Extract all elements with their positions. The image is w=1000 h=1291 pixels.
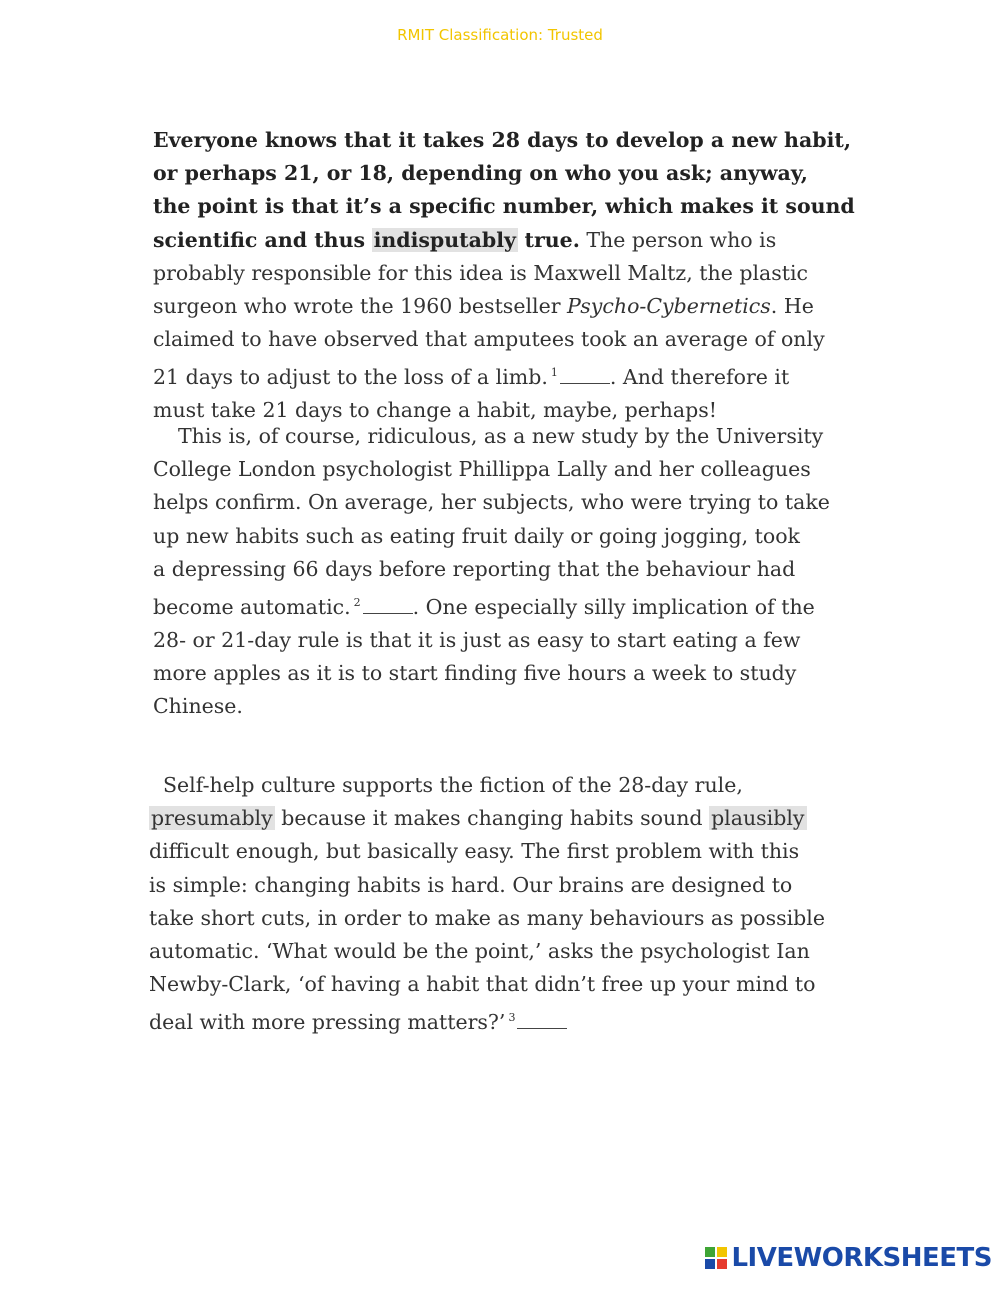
text-line: This is, of course, ridiculous, as a new study by the University	[178, 424, 824, 448]
text-line: helps confirm. On average, her subjects, who were trying to take	[153, 490, 830, 515]
text-line: more apples as it is to start finding five hours a week to study	[153, 661, 797, 686]
text-segment: . And therefore it	[609, 365, 790, 390]
text-line: Newby-Clark, ‘of having a habit that didn’t free up your mind to	[149, 972, 816, 997]
logo-text: LIVEWORKSHEETS	[731, 1243, 992, 1273]
text-line: probably responsible for this idea is Maxwell Maltz, the plastic	[153, 260, 809, 285]
blank-number: 3	[508, 1011, 516, 1025]
paragraph-2	[153, 420, 853, 724]
text-segment: deal with more pressing matters?’	[149, 1010, 506, 1035]
logo-square	[717, 1259, 727, 1269]
text-line: automatic. ‘What would be the point,’ asks the psychologist Ian	[149, 939, 810, 964]
paragraph-1	[153, 124, 853, 428]
highlighted-word: presumably	[151, 806, 273, 831]
text-segment: surgeon who wrote the 1960 bestseller	[153, 294, 561, 319]
liveworksheets-logo	[705, 1243, 992, 1273]
blank-2-input[interactable]	[363, 612, 413, 614]
logo-icon	[705, 1247, 727, 1269]
logo-square	[705, 1247, 715, 1257]
paragraph-3	[149, 769, 869, 1039]
blank-1-input[interactable]	[560, 382, 610, 384]
text-line: difficult enough, but basically easy. The first problem with this	[149, 839, 800, 864]
text-line: Self-help culture supports the fiction of the 28-day rule,	[163, 773, 743, 797]
text-bold: scientific and thus	[153, 227, 366, 252]
text-line	[153, 290, 853, 323]
classification-label: RMIT Classification: Trusted	[397, 26, 603, 44]
text-line: or perhaps 21, or 18, depending on who you ask; anyway,	[153, 161, 808, 186]
text-segment: 21 days to adjust to the loss of a limb.	[153, 365, 548, 390]
text-segment: The person who is	[586, 227, 777, 252]
logo-square	[717, 1247, 727, 1257]
text-line: take short cuts, in order to make as many behaviours as possible	[149, 905, 825, 930]
blank-3-input[interactable]	[517, 1027, 567, 1029]
logo-square	[705, 1259, 715, 1269]
text-segment: . He	[770, 294, 814, 319]
text-bold: true.	[524, 227, 580, 252]
text-line	[153, 586, 853, 624]
text-line: must take 21 days to change a habit, maybe, perhaps!	[153, 398, 717, 423]
blank-number: 2	[353, 596, 361, 610]
text-segment: . One especially silly implication of the	[412, 594, 815, 619]
text-line: a depressing 66 days before reporting that the behaviour had	[153, 556, 796, 581]
text-line	[153, 356, 853, 394]
text-line: the point is that it’s a specific number, which makes it sound	[153, 194, 855, 219]
text-line: claimed to have observed that amputees took an average of only	[153, 327, 825, 352]
text-line: is simple: changing habits is hard. Our brains are designed to	[149, 872, 793, 897]
highlighted-word: indisputably	[373, 227, 516, 252]
text-line: College London psychologist Phillippa Lally and her colleagues	[153, 457, 811, 482]
text-line: 28- or 21-day rule is that it is just as easy to start eating a few	[153, 628, 801, 653]
book-title: Psycho-Cybernetics	[567, 294, 771, 319]
text-line	[153, 224, 853, 257]
text-line	[149, 802, 869, 835]
text-segment: because it makes changing habits sound	[281, 806, 703, 831]
text-segment: become automatic.	[153, 594, 351, 619]
text-line: Chinese.	[153, 694, 243, 719]
text-line: up new habits such as eating fruit daily or going jogging, took	[153, 523, 800, 548]
text-line	[149, 1001, 869, 1039]
text-line: Everyone knows that it takes 28 days to develop a new habit,	[153, 128, 851, 152]
highlighted-word: plausibly	[711, 806, 805, 831]
blank-number: 1	[550, 366, 558, 380]
